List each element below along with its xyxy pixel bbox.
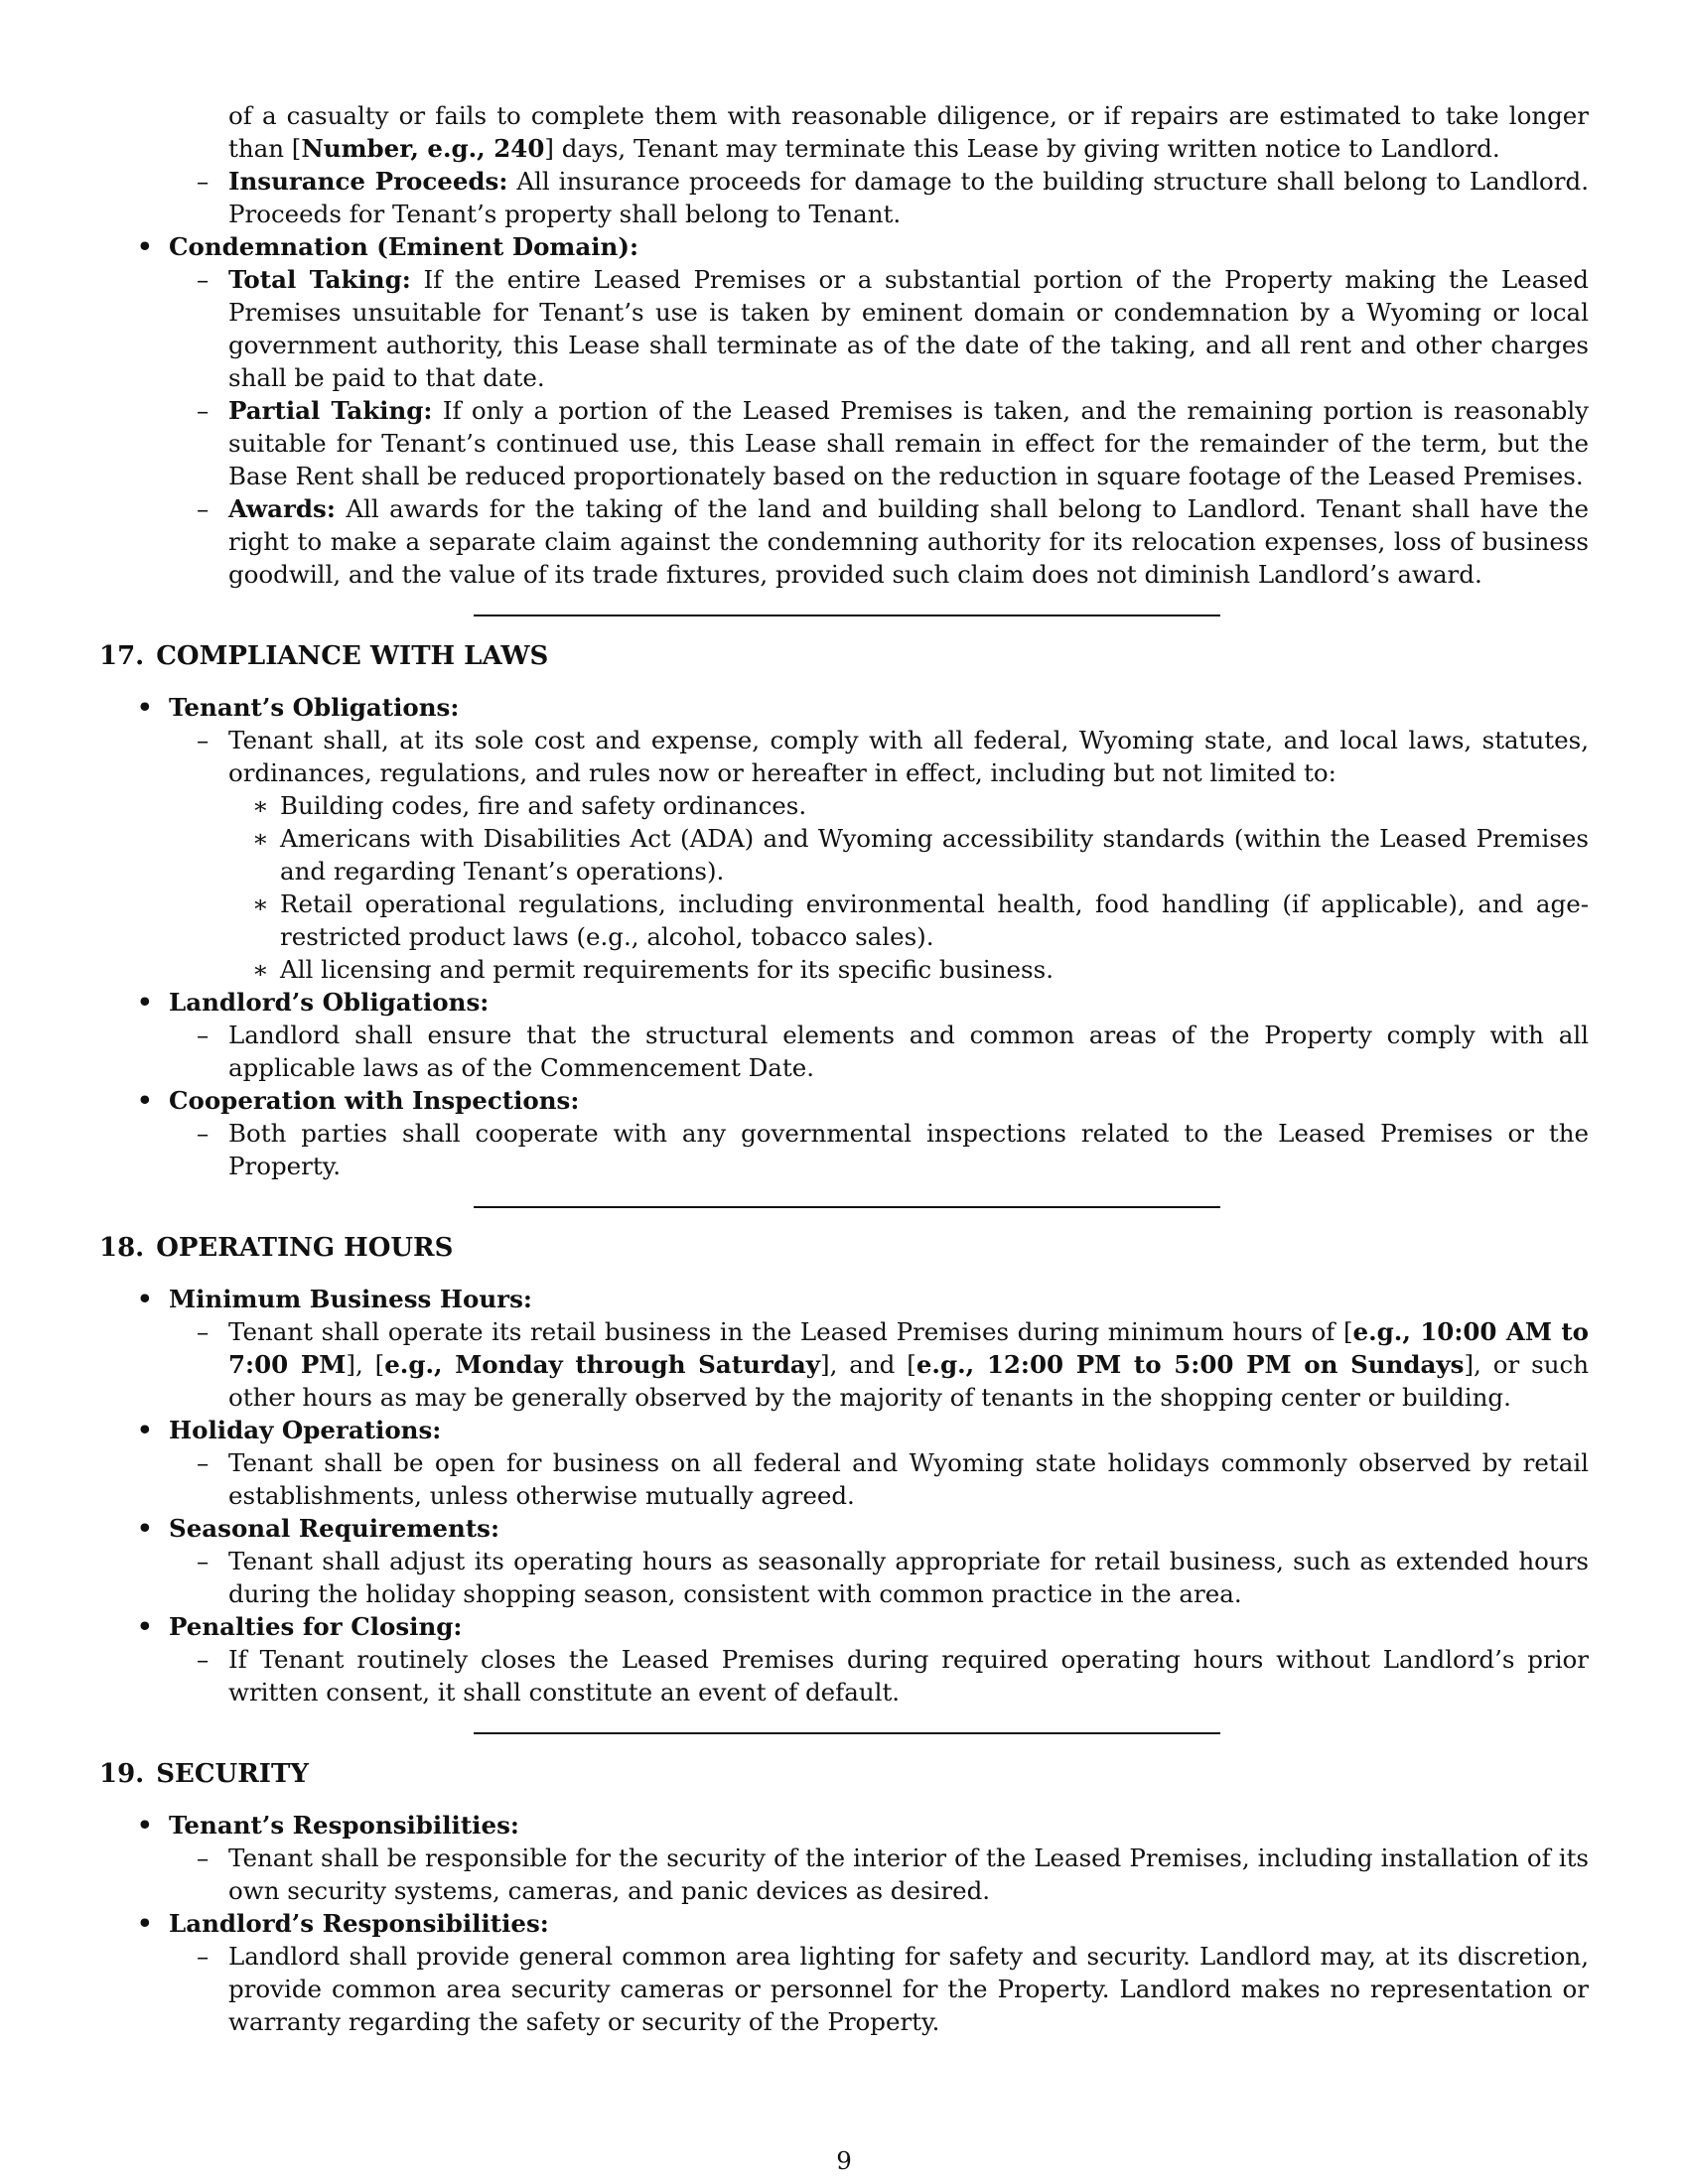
penalties-text: – If Tenant routinely closes the Leased Premises during required operating hours without Landlord’s prior written consent, it shall constitute an event of default.: [99, 1643, 1589, 1708]
section-19-heading: 19. SECURITY: [99, 1759, 309, 1789]
section-divider: [474, 614, 1220, 616]
compliance-subitem: ∗ Americans with Disabilities Act (ADA) and Wyoming accessibility standards (within the Leased Premises and regarding Tenant’s operations).: [99, 822, 1589, 887]
section-17-heading: 17. COMPLIANCE WITH LAWS: [99, 641, 549, 671]
penalties-heading: • Penalties for Closing:: [99, 1610, 1589, 1643]
compliance-subitem: ∗ All licensing and permit requirements for its specific business.: [99, 953, 1589, 986]
landlord-obligations-heading: • Landlord’s Obligations:: [99, 986, 1589, 1019]
holiday-operations-text: – Tenant shall be open for business on all federal and Wyoming state holidays commonly observed by retail establishments, unless otherwise mutually agreed.: [99, 1446, 1589, 1512]
section-18-heading: 18. OPERATING HOURS: [99, 1233, 454, 1263]
landlord-responsibilities-heading: • Landlord’s Responsibilities:: [99, 1907, 1589, 1940]
compliance-subitem: ∗ Building codes, fire and safety ordinances.: [99, 789, 1589, 822]
tenant-obligations-text: – Tenant shall, at its sole cost and expense, comply with all federal, Wyoming state, and local laws, statutes, ordinances, regulations, and rules now or hereafter in effect, including but not limited to:: [99, 724, 1589, 789]
seasonal-requirements-text: – Tenant shall adjust its operating hours as seasonally appropriate for retail business, such as extended hours during the holiday shopping season, consistent with common practice in the area.: [99, 1545, 1589, 1610]
tenant-obligations-heading: • Tenant’s Obligations:: [99, 691, 1589, 724]
awards-item: – Awards: All awards for the taking of the land and building shall belong to Landlord. Tenant shall have the right to make a separate claim against the condemning authority for its relocation expenses, loss of business goodwill, and the value of its trade fixtures, provided such claim does not diminish Landlord’s award.: [99, 492, 1589, 591]
tenant-responsibilities-text: – Tenant shall be responsible for the security of the interior of the Leased Premises, including installation of its own security systems, cameras, and panic devices as desired.: [99, 1842, 1589, 1907]
tenant-responsibilities-heading: • Tenant’s Responsibilities:: [99, 1809, 1589, 1842]
cooperation-heading: • Cooperation with Inspections:: [99, 1084, 1589, 1117]
minimum-hours-heading: • Minimum Business Hours:: [99, 1283, 1589, 1315]
holiday-operations-heading: • Holiday Operations:: [99, 1414, 1589, 1446]
cooperation-text: – Both parties shall cooperate with any governmental inspections related to the Leased Premises or the Property.: [99, 1117, 1589, 1182]
landlord-obligations-text: – Landlord shall ensure that the structural elements and common areas of the Property comply with all applicable laws as of the Commencement Date.: [99, 1019, 1589, 1084]
section-divider: [474, 1732, 1220, 1734]
partial-taking-item: – Partial Taking: If only a portion of the Leased Premises is taken, and the remaining portion is reasonably suitable for Tenant’s continued use, this Lease shall remain in effect for the remainder of the term, but the Base Rent shall be reduced proportionately based on the reduction in square footage of the Leased Premises.: [99, 394, 1589, 492]
casualty-continuation: of a casualty or fails to complete them with reasonable diligence, or if repairs are estimated to take longer than [Number, e.g., 240] days, Tenant may terminate this Lease by giving written notice to Landlord.: [228, 101, 1589, 163]
total-taking-item: – Total Taking: If the entire Leased Premises or a substantial portion of the Property making the Leased Premises unsuitable for Tenant’s use is taken by eminent domain or condemnation by a Wyoming or local government authority, this Lease shall terminate as of the date of the taking, and all rent and other charges shall be paid to that date.: [99, 263, 1589, 394]
landlord-responsibilities-text: – Landlord shall provide general common area lighting for safety and security. Landlord may, at its discretion, provide common area security cameras or personnel for the Property. Landlord makes no representation or warranty regarding the safety or security of the Property.: [99, 1940, 1589, 2038]
seasonal-requirements-heading: • Seasonal Requirements:: [99, 1512, 1589, 1545]
page-number: 9: [836, 2146, 852, 2175]
condemnation-heading: • Condemnation (Eminent Domain):: [99, 230, 1589, 263]
minimum-hours-text: – Tenant shall operate its retail business in the Leased Premises during minimum hours of [e.g., 10:00 AM to 7:00 PM], [e.g., Monday through Saturday], and [e.g., 12:00 PM to 5:00 PM on Sundays], or such other hours as may be generally observed by the majority of tenants in the shopping center or building.: [99, 1315, 1589, 1414]
document-page: [99, 99, 1589, 2038]
section-divider: [474, 1206, 1220, 1208]
insurance-proceeds-item: – Insurance Proceeds: All insurance proceeds for damage to the building structure shall belong to Landlord. Proceeds for Tenant’s property shall belong to Tenant.: [99, 165, 1589, 230]
compliance-subitem: ∗ Retail operational regulations, including environmental health, food handling (if applicable), and age-restricted product laws (e.g., alcohol, tobacco sales).: [99, 887, 1589, 953]
